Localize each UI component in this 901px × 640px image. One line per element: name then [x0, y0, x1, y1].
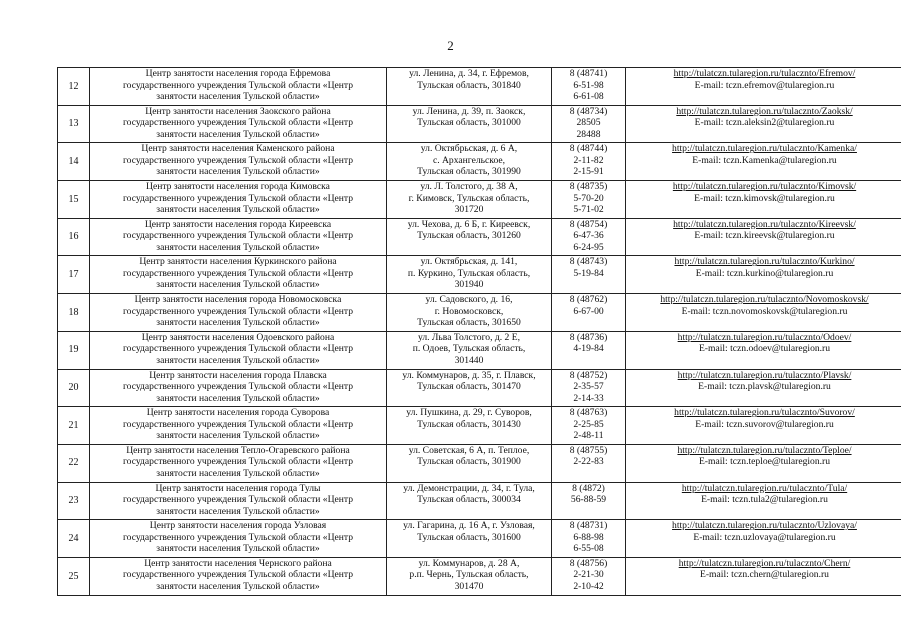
center-name-line: занятости населения Тульской области»	[156, 317, 320, 329]
center-phone-line: 4-19-84	[573, 343, 604, 355]
center-phone-line: 2-14-33	[573, 392, 604, 404]
center-phone	[552, 143, 626, 181]
center-address-line: Тульская область, 301840	[417, 79, 521, 91]
center-address-line: п. Куркино, Тульская область,	[407, 267, 531, 279]
center-address-line: г. Кимовск, Тульская область,	[408, 192, 530, 204]
center-name-line: занятости населения Тульской области»	[156, 430, 320, 442]
center-name-line: государственного учреждения Тульской области «Центр	[122, 569, 354, 581]
center-address-line: ул. Советская, 6 А, п. Теплое,	[408, 444, 530, 456]
center-address-line: ул. Коммунаров, д. 28 А,	[418, 557, 520, 569]
center-address	[387, 444, 552, 482]
center-phone-line: 2-48-11	[573, 430, 604, 442]
row-number: 12	[58, 68, 90, 106]
center-address	[387, 294, 552, 332]
email-text: E-mail: tczn.efremov@tularegion.ru	[694, 79, 835, 91]
center-phone-line: 6-88-98	[573, 531, 604, 543]
center-name-line: занятости населения Тульской области»	[156, 279, 320, 291]
center-phone-line: 2-10-42	[573, 580, 604, 592]
center-name-line: занятости населения Тульской области»	[156, 580, 320, 592]
center-name-line: занятости населения Тульской области»	[156, 505, 320, 517]
email-text: E-mail: tczn.odoev@tularegion.ru	[698, 343, 831, 355]
center-name-line: государственного учреждения Тульской области «Центр	[122, 117, 354, 129]
center-name-line: Центр занятости населения города Кимовска	[146, 181, 330, 193]
center-name	[90, 407, 387, 445]
center-name-line: Центр занятости населения города Узловая	[149, 520, 327, 532]
table-row	[58, 331, 901, 369]
center-name	[90, 557, 387, 595]
center-name	[90, 444, 387, 482]
center-phone-line: 28505	[576, 117, 601, 129]
center-address-line: с. Архангельское,	[432, 154, 506, 166]
email-text: E-mail: tczn.kireevsk@tularegion.ru	[694, 230, 835, 242]
center-address	[387, 181, 552, 219]
center-phone-line: 5-70-20	[573, 192, 604, 204]
row-number: 21	[58, 407, 90, 445]
center-contacts	[626, 407, 901, 445]
center-phone-line: 2-15-91	[573, 166, 604, 178]
center-address-line: Тульская область, 301650	[417, 317, 521, 329]
center-contacts	[626, 181, 901, 219]
center-phone-line: 8 (48734)	[569, 105, 608, 117]
center-name-line: Центр занятости населения города Суворова	[146, 407, 330, 419]
table-row	[58, 482, 901, 520]
center-address	[387, 520, 552, 558]
center-address-line: 301940	[454, 279, 484, 291]
row-number: 19	[58, 331, 90, 369]
center-phone-line: 6-24-95	[573, 241, 604, 253]
center-name	[90, 256, 387, 294]
center-phone-line: 8 (48754)	[569, 218, 608, 230]
center-name-line: государственного учреждения Тульской области «Центр	[122, 456, 354, 468]
table-row	[58, 557, 901, 595]
center-name-line: занятости населения Тульской области»	[156, 392, 320, 404]
center-name	[90, 105, 387, 143]
center-address-line: ул. Октябрьская, д. 6 А,	[420, 143, 518, 155]
website-link[interactable]: http://tulatczn.tularegion.ru/tulacznto/Suvorov/	[674, 407, 855, 419]
row-number: 24	[58, 520, 90, 558]
center-name-line: Центр занятости населения города Киреевска	[144, 218, 332, 230]
employment-centers-table	[57, 67, 901, 596]
table-row	[58, 407, 901, 445]
center-address-line: г. Новомосковск,	[434, 305, 504, 317]
center-phone-line: 8 (48735)	[569, 181, 608, 193]
center-phone	[552, 256, 626, 294]
center-contacts	[626, 105, 901, 143]
website-link[interactable]: http://tulatczn.tularegion.ru/tulacznto/Zaoksk/	[676, 105, 853, 117]
center-name-line: государственного учреждения Тульской области «Центр	[122, 154, 354, 166]
table-row	[58, 256, 901, 294]
email-text: E-mail: tczn.teploe@tularegion.ru	[698, 456, 831, 468]
center-address	[387, 105, 552, 143]
center-name-line: государственного учреждения Тульской области «Центр	[122, 305, 354, 317]
center-phone-line: 5-19-84	[573, 267, 604, 279]
center-address-line: ул. Пушкина, д. 29, г. Суворов,	[406, 407, 532, 419]
center-address-line: ул. Ленина, д. 39, п. Заокск,	[412, 105, 526, 117]
website-link[interactable]: http://tulatczn.tularegion.ru/tulacznto/Kurkino/	[674, 256, 855, 268]
center-phone-line: 2-22-83	[573, 456, 604, 468]
center-phone-line: 8 (48736)	[569, 331, 608, 343]
website-link[interactable]: http://tulatczn.tularegion.ru/tulacznto/Teploe/	[677, 444, 852, 456]
center-address	[387, 482, 552, 520]
center-name	[90, 482, 387, 520]
center-address-line: ул. Ленина, д. 34, г. Ефремов,	[409, 68, 529, 79]
row-number: 13	[58, 105, 90, 143]
center-phone	[552, 520, 626, 558]
row-number: 23	[58, 482, 90, 520]
center-address	[387, 331, 552, 369]
email-text: E-mail: tczn.suvorov@tularegion.ru	[695, 418, 834, 430]
center-contacts	[626, 256, 901, 294]
table-row	[58, 294, 901, 332]
center-address-line: 301720	[454, 204, 484, 216]
email-text: E-mail: tczn.chern@tularegion.ru	[700, 569, 829, 581]
center-phone	[552, 407, 626, 445]
center-address-line: ул. Чехова, д. 6 Б, г. Киреевск,	[407, 218, 531, 230]
email-text: E-mail: tczn.kurkino@tularegion.ru	[695, 267, 834, 279]
center-phone-line: 8 (48755)	[569, 444, 608, 456]
center-address-line: ул. Демонстрации, д. 34, г. Тула,	[403, 482, 535, 494]
center-phone-line: 8 (48763)	[569, 407, 608, 419]
center-phone-line: 8 (48752)	[569, 369, 608, 381]
email-text: E-mail: tczn.uzlovaya@tularegion.ru	[693, 531, 836, 543]
center-address-line: Тульская область, 300034	[417, 494, 521, 506]
center-contacts	[626, 294, 901, 332]
center-contacts	[626, 557, 901, 595]
center-phone	[552, 482, 626, 520]
center-phone	[552, 218, 626, 256]
center-name-line: Центр занятости населения Одоевского района	[141, 331, 335, 343]
email-text: E-mail: tczn.kimovsk@tularegion.ru	[694, 192, 835, 204]
center-phone	[552, 294, 626, 332]
center-address-line: 301440	[454, 354, 484, 366]
website-link[interactable]: http://tulatczn.tularegion.ru/tulacznto/Novomoskovsk/	[660, 294, 869, 306]
center-phone	[552, 181, 626, 219]
center-name-line: государственного учреждения Тульской области «Центр	[122, 418, 354, 430]
website-link[interactable]: http://tulatczn.tularegion.ru/tulacznto/Chern/	[678, 557, 851, 569]
center-name-line: государственного учреждения Тульской области «Центр	[122, 192, 354, 204]
table-row	[58, 105, 901, 143]
center-name-line: Центр занятости населения Каменского района	[141, 143, 335, 155]
center-address-line: Тульская область, 301900	[417, 456, 521, 468]
center-name	[90, 181, 387, 219]
center-address-line: 301470	[454, 580, 484, 592]
center-contacts	[626, 218, 901, 256]
center-name	[90, 369, 387, 407]
center-contacts	[626, 68, 901, 106]
center-address	[387, 143, 552, 181]
center-address-line: п. Одоев, Тульская область,	[412, 343, 526, 355]
center-phone-line: 2-11-82	[573, 154, 604, 166]
table-row	[58, 218, 901, 256]
center-name	[90, 331, 387, 369]
center-address	[387, 218, 552, 256]
center-name-line: занятости населения Тульской области»	[156, 241, 320, 253]
center-name-line: государственного учреждения Тульской области «Центр	[122, 79, 354, 91]
center-phone-line: 56-88-59	[570, 494, 607, 506]
center-phone-line: 2-25-85	[573, 418, 604, 430]
website-link[interactable]: http://tulatczn.tularegion.ru/tulacznto/Efremov/	[673, 68, 856, 79]
center-address	[387, 407, 552, 445]
email-text: E-mail: tczn.aleksin2@tularegion.ru	[694, 117, 835, 129]
center-name-line: государственного учреждения Тульской области «Центр	[122, 494, 354, 506]
center-address-line: Тульская область, 301470	[417, 381, 521, 392]
center-name-line: Центр занятости населения города Тулы	[155, 482, 321, 494]
center-name-line: Центр занятости населения Чернского района	[144, 557, 332, 569]
center-address-line: Тульская область, 301990	[417, 166, 521, 178]
center-address-line: Тульская область, 301600	[417, 531, 521, 543]
center-name-line: занятости населения Тульской области»	[156, 91, 320, 102]
center-phone-line: 8 (48743)	[569, 256, 608, 268]
table-row	[58, 369, 901, 407]
center-name-line: занятости населения Тульской области»	[156, 543, 320, 555]
website-link[interactable]: http://tulatczn.tularegion.ru/tulacznto/Uzlovaya/	[672, 520, 857, 532]
center-name-line: занятости населения Тульской области»	[156, 204, 320, 216]
table-row	[58, 181, 901, 219]
center-address-line: р.п. Чернь, Тульская область,	[409, 569, 529, 581]
center-name-line: Центр занятости населения Куркинского района	[139, 256, 337, 268]
website-link[interactable]: http://tulatczn.tularegion.ru/tulacznto/Kireevsk/	[673, 218, 856, 230]
center-phone-line: 2-21-30	[573, 569, 604, 581]
row-number: 15	[58, 181, 90, 219]
center-phone-line: 8 (48741)	[569, 68, 608, 79]
email-text: E-mail: tczn.plavsk@tularegion.ru	[698, 381, 831, 392]
center-phone-line: 8 (48756)	[569, 557, 608, 569]
center-name-line: Центр занятости населения Заокского района	[145, 105, 331, 117]
center-phone-line: 5-71-02	[573, 204, 604, 216]
center-address-line: ул. Коммунаров, д. 35, г. Плавск,	[402, 369, 536, 381]
center-name-line: занятости населения Тульской области»	[156, 467, 320, 479]
website-link[interactable]: http://tulatczn.tularegion.ru/tulacznto/Kamenka/	[672, 143, 857, 155]
center-address-line: ул. Гагарина, д. 16 А, г. Узловая,	[403, 520, 535, 532]
table-row	[58, 143, 901, 181]
page-number: 2	[447, 38, 454, 53]
website-link[interactable]: http://tulatczn.tularegion.ru/tulacznto/Kimovsk/	[672, 181, 857, 193]
center-phone-line: 6-47-36	[573, 230, 604, 242]
center-address-line: Тульская область, 301430	[417, 418, 521, 430]
center-contacts	[626, 331, 901, 369]
center-address-line: ул. Л. Толстого, д. 38 А,	[420, 181, 518, 193]
center-name-line: государственного учреждения Тульской области «Центр	[122, 531, 354, 543]
center-phone	[552, 331, 626, 369]
center-name-line: государственного учреждения Тульской области «Центр	[122, 343, 354, 355]
center-phone	[552, 557, 626, 595]
center-phone-line: 2-35-57	[573, 381, 604, 392]
center-name-line: государственного учреждения Тульской области «Центр	[122, 267, 354, 279]
center-address	[387, 256, 552, 294]
center-address-line: ул. Октябрьская, д. 141,	[420, 256, 518, 268]
table-row	[58, 444, 901, 482]
email-text: E-mail: tczn.tula2@tularegion.ru	[701, 494, 828, 506]
row-number: 25	[58, 557, 90, 595]
center-contacts	[626, 143, 901, 181]
center-name-line: занятости населения Тульской области»	[156, 166, 320, 178]
center-address-line: Тульская область, 301260	[417, 230, 521, 242]
center-name	[90, 143, 387, 181]
email-text: E-mail: tczn.novomoskovsk@tularegion.ru	[681, 305, 848, 317]
center-phone-line: 6-55-08	[573, 543, 604, 555]
center-phone	[552, 68, 626, 106]
center-address	[387, 369, 552, 407]
email-text: E-mail: tczn.Kamenka@tularegion.ru	[692, 154, 837, 166]
row-number: 16	[58, 218, 90, 256]
center-contacts	[626, 520, 901, 558]
center-name-line: Центр занятости населения города Плавска	[149, 369, 327, 381]
center-address	[387, 68, 552, 106]
center-address-line: ул. Садовского, д. 16,	[425, 294, 513, 306]
center-phone-line: 8 (48762)	[569, 294, 608, 306]
website-link[interactable]: http://tulatczn.tularegion.ru/tulacznto/Tula/	[681, 482, 848, 494]
center-name	[90, 218, 387, 256]
center-name	[90, 68, 387, 106]
center-contacts	[626, 369, 901, 407]
website-link[interactable]: http://tulatczn.tularegion.ru/tulacznto/Plavsk/	[677, 369, 852, 381]
center-phone	[552, 105, 626, 143]
center-address	[387, 557, 552, 595]
row-number: 18	[58, 294, 90, 332]
center-name-line: государственного учреждения Тульской области «Центр	[122, 230, 354, 242]
center-name-line: занятости населения Тульской области»	[156, 354, 320, 366]
table-row	[58, 520, 901, 558]
center-phone-line: 8 (4872)	[572, 482, 605, 494]
row-number: 22	[58, 444, 90, 482]
center-name-line: Центр занятости населения города Новомосковска	[134, 294, 342, 306]
center-address-line: Тульская область, 301000	[417, 117, 521, 129]
table-row	[58, 68, 901, 106]
center-phone	[552, 444, 626, 482]
center-contacts	[626, 444, 901, 482]
row-number: 20	[58, 369, 90, 407]
center-name-line: Центр занятости населения города Ефремова	[145, 68, 331, 79]
center-name-line: Центр занятости населения Тепло-Огаревского района	[126, 444, 350, 456]
center-phone-line: 28488	[576, 128, 601, 140]
center-name	[90, 294, 387, 332]
center-phone-line: 8 (48731)	[569, 520, 608, 532]
center-address-line: ул. Льва Толстого, д. 2 Е,	[417, 331, 521, 343]
center-phone-line: 6-67-00	[573, 305, 604, 317]
center-name-line: занятости населения Тульской области»	[156, 128, 320, 140]
center-name-line: государственного учреждения Тульской области «Центр	[122, 381, 354, 392]
center-phone	[552, 369, 626, 407]
center-contacts	[626, 482, 901, 520]
row-number: 14	[58, 143, 90, 181]
center-phone-line: 8 (48744)	[569, 143, 608, 155]
center-phone-line: 6-51-98	[573, 79, 604, 91]
row-number: 17	[58, 256, 90, 294]
center-name	[90, 520, 387, 558]
center-phone-line: 6-61-08	[573, 91, 604, 102]
website-link[interactable]: http://tulatczn.tularegion.ru/tulacznto/Odoev/	[677, 331, 852, 343]
